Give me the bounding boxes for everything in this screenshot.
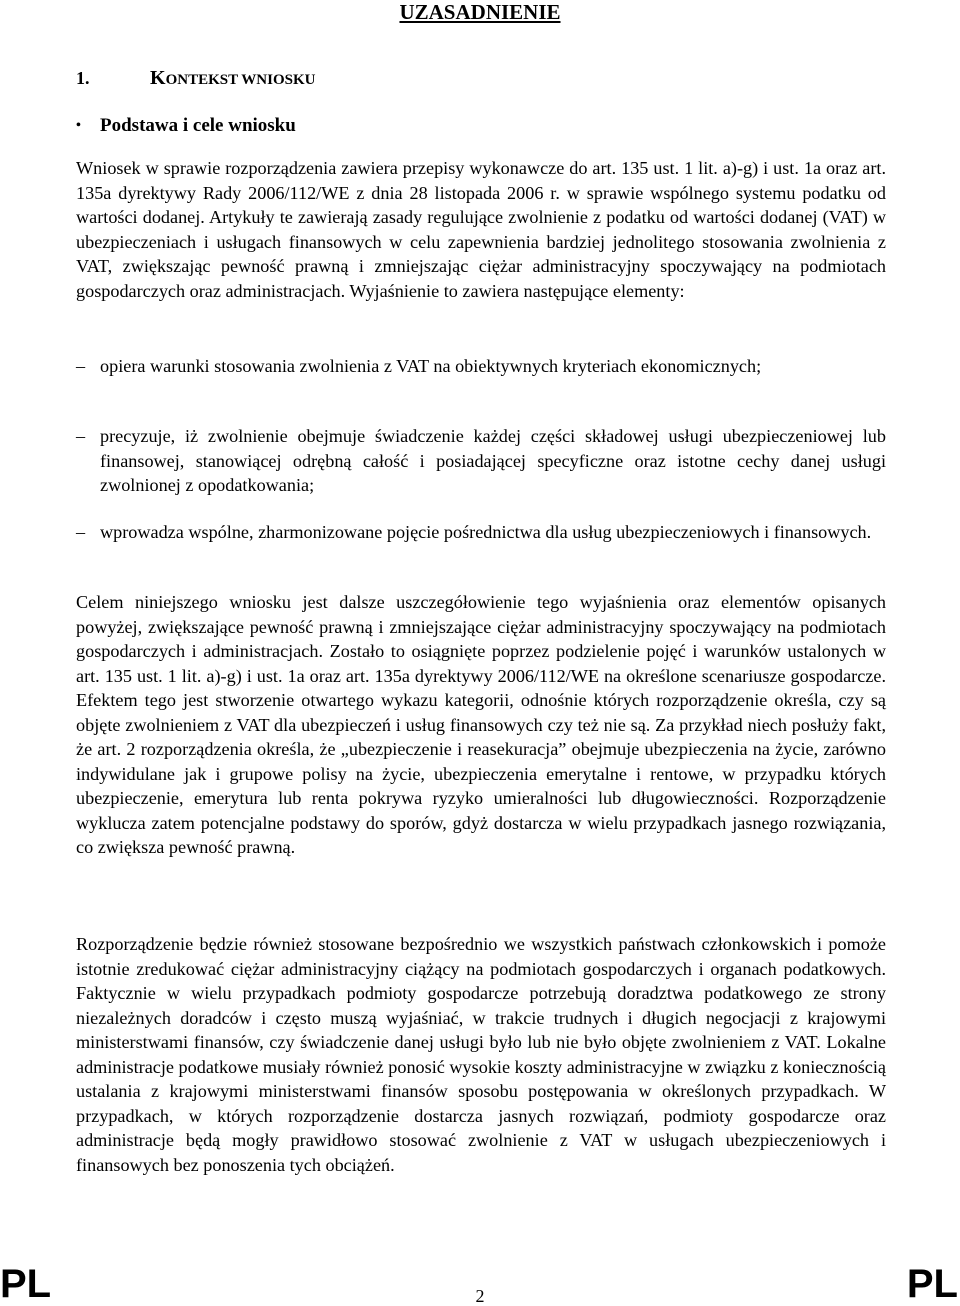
dash-icon: –: [76, 426, 86, 446]
list-item-text: opiera warunki stosowania zwolnienia z VAT na obiektywnych kryteriach ekonomicznych;: [100, 356, 762, 376]
subsection-bullet: [76, 114, 296, 140]
list-item: [76, 520, 886, 545]
paragraph-2: [76, 590, 886, 860]
paragraph-3-text: Rozporządzenie będzie również stosowane bezpośrednio we wszystkich państwach członkowskich i pomoże istotnie zredukować ciężar administracyjny ciążący na podmiotach gospodarczych i organach podatkowych. Faktycznie w wielu przypadkach podmioty gospodarcze potrzebują doradztwa podatkowego ze strony niezależnych doradców i często muszą wyjaśniać, w trakcie trudnych i długich negocjacji z krajowymi ministerstwami finansów, czy świadczenie danej usługi było lub nie było objęte zwolnieniem z VAT. Lokalne administracje podatkowe musiały również ponosić wysokie koszty administracyjne w związku z koniecznością ustalania z krajowymi ministerstwami finansów sposobu postępowania w określonych przypadkach. W przypadkach, w których rozporządzenie dostarcza jasnych rozwiązań, podmioty gospodarcze oraz administracje będą mogły prawidłowo stosować zwolnienie z VAT w usługach ubezpieczeniowych i finansowych bez ponoszenia tych obciążeń.: [76, 934, 886, 1175]
list-item-text: precyzuje, iż zwolnienie obejmuje świadczenie każdej części składowej usługi ubezpieczeniowej lub finansowej, stanowiącej odrębną całość i posiadającej specyficzne oraz istotne cechy danej usługi zwolnionej z opodatkowania;: [100, 426, 886, 495]
document-title: UZASADNIENIE: [399, 0, 561, 24]
section-heading: [76, 66, 315, 92]
list-item: [76, 424, 886, 498]
subsection-title: Podstawa i cele wniosku: [100, 115, 296, 136]
paragraph-1: [76, 156, 886, 303]
paragraph-2-text: Celem niniejszego wniosku jest dalsze uszczegółowienie tego wyjaśnienia oraz elementów opisanych powyżej, zwiększające pewność prawną i zmniejszające ciężar administracyjny spoczywający na podmiotach gospodarczych i administracjach. Zostało to osiągnięte poprzez podzielenie pojęć i warunków ustalonych w art. 135 ust. 1 lit. a)-g) i ust. 1a oraz art. 135a dyrektywy 2006/112/WE na określone scenariusze gospodarcze. Efektem tego jest stworzenie otwartego wykazu kategorii, odnośnie których rozporządzenie określa, czy są objęte zwolnieniem z VAT dla ubezpieczeń i usług finansowych czy też nie są. Za przykład niech posłuży fakt, że art. 2 rozporządzenia określa, że „ubezpieczenie i reasekuracja” obejmuje ubezpieczenia na życie, zarówno indywidulane jak i grupowe polisy na życie, ubezpieczenia emerytalne i rentowe, w przypadku których ubezpieczenie, emerytura lub renta pokrywa ryzyko umieralności lub długowieczności. Rozporządzenie wyklucza zatem potencjalne podstawy do sporów, gdyż dostarcza w wielu przypadkach jasnego rozwiązania, co zwiększa pewność prawną.: [76, 592, 886, 857]
paragraph-3: [76, 932, 886, 1177]
dash-icon: –: [76, 522, 86, 542]
section-heading-text: ONTEKST WNIOSKU: [165, 72, 316, 88]
footer-language-mark-left: PL: [0, 1262, 52, 1306]
section-number: 1.: [76, 68, 90, 88]
list-item-text: wprowadza wspólne, zharmonizowane pojęcie pośrednictwa dla usług ubezpieczeniowych i finansowych.: [100, 522, 872, 542]
dash-icon: –: [76, 356, 86, 376]
footer-language-mark-right: PL: [906, 1262, 958, 1306]
paragraph-1-text: Wniosek w sprawie rozporządzenia zawiera przepisy wykonawcze do art. 135 ust. 1 lit. a)-g) i ust. 1a oraz art. 135a dyrektywy Rady 2006/112/WE z dnia 28 listopada 2006 r. w sprawie wspólnego systemu podatku od wartości dodanej. Artykuły te zawierają zasady regulujące zwolnienie z podatku od wartości dodanej (VAT) w ubezpieczeniach i usługach finansowych w celu zapewnienia bardziej jednolitego stosowania zwolnienia z VAT, zwiększając pewność prawną i zmniejszając ciężar administracyjny spoczywający na podmiotach gospodarczych oraz administracjach. Wyjaśnienie to zawiera następujące elementy:: [76, 158, 886, 301]
page-number: 2: [475, 1286, 485, 1306]
section-heading-initial: K: [150, 67, 166, 89]
list-item: [76, 354, 886, 379]
bullet-icon: •: [76, 118, 81, 133]
